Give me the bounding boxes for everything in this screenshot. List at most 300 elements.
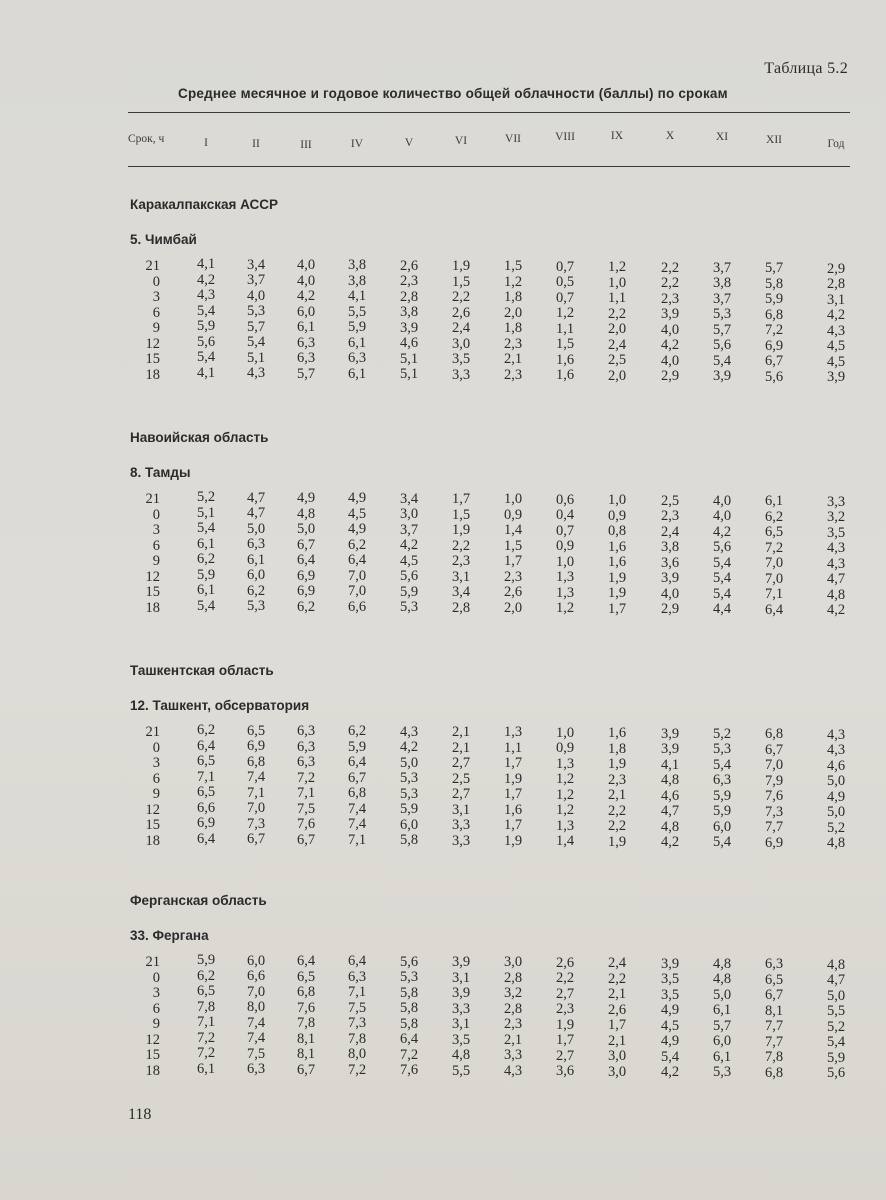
value-cell: 6,9 bbox=[764, 834, 784, 851]
header-cell-VI: VI bbox=[454, 135, 468, 147]
value-cell: 1,2 bbox=[555, 305, 575, 322]
value-cell: 2,2 bbox=[607, 970, 627, 987]
value-cell: 6,5 bbox=[196, 753, 216, 770]
value-cell: 2,9 bbox=[660, 601, 680, 617]
value-cell: 2,3 bbox=[503, 1016, 523, 1033]
value-cell: 0,5 bbox=[555, 274, 575, 291]
value-cell: 2,5 bbox=[451, 770, 471, 787]
table-row bbox=[0, 504, 886, 526]
value-cell: 6,1 bbox=[196, 535, 216, 552]
value-cell: 1,6 bbox=[607, 725, 627, 742]
value-cell: 5,9 bbox=[764, 291, 784, 308]
value-cell: 5,6 bbox=[712, 539, 732, 556]
value-cell: 3,0 bbox=[607, 1048, 627, 1065]
value-cell: 6,7 bbox=[296, 1061, 316, 1078]
value-cell: 4,1 bbox=[660, 756, 680, 773]
value-cell: 1,7 bbox=[503, 786, 523, 803]
value-cell: 5,2 bbox=[826, 1018, 846, 1035]
value-cell: 7,1 bbox=[347, 831, 367, 848]
value-cell: 7,0 bbox=[764, 757, 784, 774]
value-cell: 1,2 bbox=[555, 786, 575, 803]
value-cell: 7,8 bbox=[347, 1030, 367, 1047]
value-cell: 2,8 bbox=[451, 599, 471, 616]
value-cell: 5,4 bbox=[196, 302, 216, 319]
station-heading: 8. Тамды bbox=[130, 465, 191, 480]
value-cell: 3,0 bbox=[607, 1063, 627, 1080]
value-cell: 5,0 bbox=[712, 986, 732, 1003]
value-cell: 2,1 bbox=[503, 351, 523, 368]
value-cell: 5,4 bbox=[712, 756, 732, 773]
value-cell: 5,6 bbox=[399, 568, 419, 585]
value-cell: 4,7 bbox=[246, 489, 266, 506]
header-cell-II: II bbox=[252, 138, 260, 150]
region-heading: Ферганская область bbox=[130, 893, 267, 908]
value-cell: 0,8 bbox=[607, 523, 627, 540]
value-cell: 6,1 bbox=[347, 365, 367, 382]
value-cell: 2,2 bbox=[660, 259, 680, 276]
value-cell: 1,7 bbox=[503, 817, 523, 834]
table-row bbox=[0, 753, 886, 774]
value-cell: 6,2 bbox=[764, 508, 784, 525]
value-cell: 1,1 bbox=[503, 739, 523, 756]
value-cell: 1,9 bbox=[503, 770, 523, 787]
value-cell: 6,4 bbox=[347, 754, 367, 771]
value-cell: 3,7 bbox=[712, 290, 732, 307]
value-cell: 3,9 bbox=[660, 306, 680, 322]
table-row bbox=[0, 364, 886, 386]
hour-cell: 12 bbox=[145, 801, 160, 818]
value-cell: 6,2 bbox=[196, 551, 216, 568]
station-heading: 12. Ташкент, обсерватория bbox=[130, 698, 310, 713]
value-cell: 6,3 bbox=[296, 723, 316, 740]
value-cell: 4,1 bbox=[347, 288, 367, 305]
value-cell: 5,8 bbox=[399, 1000, 419, 1017]
value-cell: 3,9 bbox=[660, 725, 680, 742]
value-cell: 4,8 bbox=[712, 971, 732, 988]
value-cell: 7,8 bbox=[196, 998, 216, 1015]
value-cell: 6,9 bbox=[246, 738, 266, 755]
value-cell: 4,0 bbox=[712, 508, 732, 525]
value-cell: 3,7 bbox=[399, 521, 419, 538]
hour-cell: 21 bbox=[145, 258, 160, 274]
header-bottom-rule bbox=[128, 166, 850, 167]
value-cell: 2,1 bbox=[607, 986, 627, 1003]
value-cell: 4,9 bbox=[347, 490, 367, 507]
value-cell: 5,4 bbox=[712, 834, 732, 851]
value-cell: 1,2 bbox=[503, 273, 523, 290]
value-cell: 6,0 bbox=[296, 303, 316, 320]
value-cell: 6,9 bbox=[296, 583, 316, 600]
value-cell: 5,3 bbox=[246, 303, 266, 320]
value-cell: 6,7 bbox=[764, 353, 784, 370]
value-cell: 1,2 bbox=[555, 771, 575, 788]
value-cell: 6,0 bbox=[246, 952, 266, 969]
table-row bbox=[0, 349, 886, 370]
value-cell: 4,9 bbox=[296, 490, 316, 507]
value-cell: 5,4 bbox=[196, 597, 216, 614]
hour-cell: 18 bbox=[145, 1062, 160, 1079]
value-cell: 0,9 bbox=[503, 506, 523, 523]
value-cell: 2,7 bbox=[451, 755, 471, 772]
value-cell: 7,4 bbox=[246, 1014, 266, 1031]
value-cell: 4,2 bbox=[712, 523, 732, 540]
value-cell: 2,3 bbox=[451, 553, 471, 570]
table-row bbox=[0, 287, 886, 308]
value-cell: 4,7 bbox=[826, 972, 846, 989]
table-row bbox=[0, 520, 886, 541]
value-cell: 4,2 bbox=[826, 307, 846, 324]
table-row bbox=[0, 722, 886, 743]
value-cell: 5,6 bbox=[764, 368, 784, 385]
value-cell: 4,1 bbox=[196, 256, 216, 273]
header-cell-I: I bbox=[204, 137, 208, 149]
value-cell: 2,6 bbox=[399, 257, 419, 274]
value-cell: 7,6 bbox=[399, 1062, 419, 1079]
value-cell: 1,5 bbox=[503, 258, 523, 275]
value-cell: 1,5 bbox=[451, 273, 471, 290]
value-cell: 3,3 bbox=[451, 817, 471, 834]
value-cell: 7,7 bbox=[764, 819, 784, 836]
value-cell: 5,9 bbox=[399, 583, 419, 600]
hour-cell: 3 bbox=[152, 985, 160, 1001]
value-cell: 6,4 bbox=[347, 953, 367, 970]
value-cell: 4,0 bbox=[712, 492, 732, 509]
value-cell: 3,3 bbox=[503, 1047, 523, 1064]
value-cell: 6,1 bbox=[196, 1060, 216, 1077]
value-cell: 2,0 bbox=[607, 367, 627, 384]
value-cell: 4,8 bbox=[826, 586, 846, 603]
value-cell: 1,6 bbox=[503, 801, 523, 818]
value-cell: 1,5 bbox=[503, 537, 523, 554]
header-cell-XI: XI bbox=[715, 131, 729, 143]
value-cell: 4,0 bbox=[660, 321, 680, 338]
value-cell: 6,1 bbox=[196, 582, 216, 599]
value-cell: 4,9 bbox=[826, 788, 846, 805]
value-cell: 5,9 bbox=[826, 1049, 846, 1066]
value-cell: 5,6 bbox=[196, 333, 216, 350]
value-cell: 4,9 bbox=[660, 1033, 680, 1049]
value-cell: 7,8 bbox=[296, 1015, 316, 1032]
value-cell: 1,7 bbox=[451, 491, 471, 508]
value-cell: 1,8 bbox=[503, 320, 523, 337]
value-cell: 7,1 bbox=[296, 785, 316, 802]
value-cell: 5,6 bbox=[399, 953, 419, 970]
value-cell: 4,7 bbox=[826, 571, 846, 588]
value-cell: 7,3 bbox=[764, 803, 784, 820]
table-row bbox=[0, 1029, 886, 1051]
value-cell: 2,2 bbox=[451, 537, 471, 554]
value-cell: 3,6 bbox=[555, 1063, 575, 1080]
value-cell: 5,3 bbox=[399, 770, 419, 787]
value-cell: 3,1 bbox=[826, 291, 846, 308]
table-row bbox=[0, 952, 886, 973]
header-cell-IV: IV bbox=[350, 138, 364, 150]
value-cell: 0,7 bbox=[555, 522, 575, 539]
value-cell: 2,8 bbox=[826, 276, 846, 293]
value-cell: 4,8 bbox=[826, 956, 846, 973]
value-cell: 3,1 bbox=[451, 1016, 471, 1033]
value-cell: 2,3 bbox=[660, 290, 680, 307]
value-cell: 4,5 bbox=[660, 1017, 680, 1034]
header-cell-X: X bbox=[665, 130, 675, 142]
value-cell: 2,8 bbox=[503, 1000, 523, 1017]
hour-cell: 3 bbox=[152, 289, 160, 305]
hour-cell: 6 bbox=[152, 537, 160, 554]
hour-cell: 3 bbox=[152, 522, 160, 538]
hour-cell: 18 bbox=[145, 832, 160, 849]
value-cell: 7,1 bbox=[764, 586, 784, 603]
value-cell: 6,7 bbox=[246, 831, 266, 848]
value-cell: 8,1 bbox=[296, 1030, 316, 1047]
value-cell: 0,7 bbox=[555, 258, 575, 275]
value-cell: 2,7 bbox=[555, 1047, 575, 1064]
table-row bbox=[0, 737, 886, 759]
value-cell: 5,4 bbox=[246, 334, 266, 351]
value-cell: 6,4 bbox=[196, 830, 216, 847]
value-cell: 1,7 bbox=[503, 755, 523, 772]
value-cell: 4,5 bbox=[399, 552, 419, 569]
value-cell: 2,6 bbox=[607, 1001, 627, 1018]
value-cell: 4,2 bbox=[826, 602, 846, 619]
value-cell: 3,3 bbox=[451, 832, 471, 849]
value-cell: 2,3 bbox=[503, 335, 523, 352]
value-cell: 6,5 bbox=[196, 784, 216, 801]
value-cell: 7,2 bbox=[399, 1046, 419, 1063]
value-cell: 5,0 bbox=[826, 987, 846, 1004]
hour-cell: 18 bbox=[145, 366, 160, 383]
value-cell: 4,3 bbox=[196, 287, 216, 304]
value-cell: 3,3 bbox=[826, 493, 846, 510]
value-cell: 7,5 bbox=[296, 800, 316, 817]
value-cell: 5,3 bbox=[712, 741, 732, 758]
value-cell: 4,2 bbox=[660, 1064, 680, 1080]
value-cell: 5,9 bbox=[399, 801, 419, 818]
value-cell: 5,4 bbox=[196, 520, 216, 537]
value-cell: 4,2 bbox=[399, 537, 419, 554]
value-cell: 2,2 bbox=[555, 970, 575, 987]
value-cell: 5,2 bbox=[712, 725, 732, 742]
value-cell: 5,3 bbox=[399, 599, 419, 616]
value-cell: 1,3 bbox=[555, 755, 575, 772]
value-cell: 3,4 bbox=[399, 490, 419, 507]
value-cell: 5,6 bbox=[712, 337, 732, 354]
value-cell: 3,1 bbox=[451, 969, 471, 986]
value-cell: 7,2 bbox=[196, 1029, 216, 1046]
value-cell: 6,1 bbox=[347, 334, 367, 351]
value-cell: 6,3 bbox=[764, 956, 784, 973]
value-cell: 7,4 bbox=[246, 1030, 266, 1047]
value-cell: 5,4 bbox=[712, 352, 732, 369]
value-cell: 7,6 bbox=[764, 788, 784, 805]
value-cell: 6,3 bbox=[246, 1061, 266, 1078]
value-cell: 3,8 bbox=[712, 275, 732, 292]
value-cell: 2,7 bbox=[451, 786, 471, 803]
value-cell: 6,2 bbox=[347, 536, 367, 553]
value-cell: 4,8 bbox=[296, 505, 316, 522]
value-cell: 0,4 bbox=[555, 507, 575, 524]
hour-cell: 6 bbox=[152, 1000, 160, 1017]
value-cell: 6,9 bbox=[764, 337, 784, 354]
value-cell: 6,8 bbox=[246, 753, 266, 770]
value-cell: 7,1 bbox=[196, 768, 216, 785]
value-cell: 3,9 bbox=[660, 570, 680, 586]
value-cell: 4,3 bbox=[503, 1062, 523, 1079]
header-cell-IX: IX bbox=[610, 130, 624, 142]
value-cell: 2,1 bbox=[451, 739, 471, 756]
value-cell: 3,5 bbox=[451, 1031, 471, 1048]
value-cell: 3,9 bbox=[399, 319, 419, 336]
value-cell: 4,7 bbox=[660, 803, 680, 819]
value-cell: 2,4 bbox=[451, 320, 471, 337]
value-cell: 4,8 bbox=[660, 772, 680, 788]
value-cell: 3,4 bbox=[246, 256, 266, 273]
value-cell: 6,5 bbox=[764, 971, 784, 988]
value-cell: 7,1 bbox=[196, 1014, 216, 1031]
value-cell: 1,2 bbox=[607, 259, 627, 276]
value-cell: 1,7 bbox=[607, 1017, 627, 1034]
value-cell: 6,2 bbox=[296, 598, 316, 615]
value-cell: 6,9 bbox=[196, 815, 216, 832]
value-cell: 1,0 bbox=[555, 724, 575, 741]
value-cell: 5,5 bbox=[451, 1062, 471, 1079]
value-cell: 4,6 bbox=[399, 335, 419, 352]
table-title: Среднее месячное и годовое количество общей облачности (баллы) по срокам bbox=[178, 86, 728, 101]
value-cell: 7,5 bbox=[246, 1045, 266, 1062]
value-cell: 7,4 bbox=[246, 769, 266, 786]
value-cell: 1,9 bbox=[451, 258, 471, 275]
table-row bbox=[0, 799, 886, 821]
value-cell: 5,9 bbox=[196, 318, 216, 335]
value-cell: 2,3 bbox=[555, 1001, 575, 1018]
value-cell: 5,4 bbox=[660, 1048, 680, 1065]
value-cell: 5,4 bbox=[196, 349, 216, 366]
value-cell: 5,7 bbox=[296, 365, 316, 382]
value-cell: 7,0 bbox=[347, 567, 367, 584]
value-cell: 3,0 bbox=[399, 506, 419, 523]
value-cell: 5,8 bbox=[764, 275, 784, 292]
value-cell: 2,2 bbox=[607, 802, 627, 819]
value-cell: 7,7 bbox=[764, 1033, 784, 1050]
hour-cell: 21 bbox=[145, 724, 160, 740]
value-cell: 5,5 bbox=[826, 1003, 846, 1020]
region-heading: Каракалпакская АССР bbox=[130, 197, 279, 212]
value-cell: 6,4 bbox=[347, 552, 367, 569]
station-heading: 33. Фергана bbox=[130, 928, 209, 943]
table-number: Таблица 5.2 bbox=[764, 60, 848, 77]
value-cell: 1,7 bbox=[503, 553, 523, 570]
value-cell: 4,5 bbox=[826, 338, 846, 355]
value-cell: 5,8 bbox=[399, 984, 419, 1001]
value-cell: 4,3 bbox=[826, 726, 846, 743]
value-cell: 6,5 bbox=[764, 524, 784, 541]
value-cell: 1,6 bbox=[555, 351, 575, 368]
value-cell: 6,5 bbox=[296, 968, 316, 985]
value-cell: 6,1 bbox=[712, 1048, 732, 1065]
value-cell: 1,1 bbox=[607, 290, 627, 307]
value-cell: 5,0 bbox=[826, 804, 846, 821]
value-cell: 6,3 bbox=[347, 968, 367, 985]
value-cell: 2,5 bbox=[660, 492, 680, 509]
value-cell: 5,9 bbox=[712, 803, 732, 820]
value-cell: 1,6 bbox=[555, 367, 575, 384]
value-cell: 5,9 bbox=[347, 319, 367, 336]
hour-cell: 15 bbox=[145, 351, 160, 367]
value-cell: 6,0 bbox=[399, 816, 419, 833]
value-cell: 6,0 bbox=[246, 567, 266, 584]
value-cell: 3,6 bbox=[660, 554, 680, 571]
table-row bbox=[0, 983, 886, 1004]
value-cell: 2,0 bbox=[503, 599, 523, 616]
value-cell: 6,6 bbox=[196, 799, 216, 816]
value-cell: 1,3 bbox=[555, 584, 575, 601]
header-cell-Год: Год bbox=[827, 138, 845, 150]
table-row bbox=[0, 1060, 886, 1082]
value-cell: 5,7 bbox=[712, 1017, 732, 1034]
value-cell: 2,1 bbox=[607, 1032, 627, 1049]
value-cell: 3,8 bbox=[660, 539, 680, 555]
value-cell: 4,0 bbox=[660, 585, 680, 602]
value-cell: 2,1 bbox=[503, 1031, 523, 1048]
hour-cell: 6 bbox=[152, 304, 160, 321]
value-cell: 2,3 bbox=[399, 273, 419, 290]
value-cell: 7,2 bbox=[347, 1061, 367, 1078]
table-row bbox=[0, 998, 886, 1020]
value-cell: 4,2 bbox=[196, 271, 216, 288]
table-row bbox=[0, 256, 886, 277]
table-row bbox=[0, 318, 886, 339]
value-cell: 3,1 bbox=[451, 801, 471, 818]
value-cell: 2,6 bbox=[451, 304, 471, 321]
value-cell: 4,6 bbox=[660, 787, 680, 804]
table-row bbox=[0, 535, 886, 557]
value-cell: 5,4 bbox=[712, 554, 732, 571]
value-cell: 1,9 bbox=[607, 833, 627, 850]
value-cell: 4,9 bbox=[347, 521, 367, 538]
value-cell: 6,6 bbox=[347, 598, 367, 615]
value-cell: 0,9 bbox=[607, 507, 627, 524]
value-cell: 4,5 bbox=[826, 353, 846, 370]
header-cell-III: III bbox=[300, 139, 312, 151]
value-cell: 0,6 bbox=[555, 491, 575, 508]
table-row bbox=[0, 967, 886, 989]
value-cell: 6,3 bbox=[296, 738, 316, 755]
value-cell: 7,0 bbox=[246, 983, 266, 1000]
value-cell: 4,2 bbox=[660, 337, 680, 353]
value-cell: 6,2 bbox=[196, 967, 216, 984]
hour-cell: 9 bbox=[152, 320, 160, 336]
hour-cell: 9 bbox=[152, 786, 160, 802]
table-row bbox=[0, 551, 886, 572]
value-cell: 2,3 bbox=[503, 366, 523, 383]
value-cell: 7,6 bbox=[296, 999, 316, 1016]
value-cell: 1,5 bbox=[555, 336, 575, 353]
value-cell: 6,8 bbox=[296, 984, 316, 1001]
hour-cell: 6 bbox=[152, 770, 160, 787]
value-cell: 7,5 bbox=[347, 999, 367, 1016]
value-cell: 5,3 bbox=[399, 785, 419, 802]
value-cell: 3,7 bbox=[712, 259, 732, 276]
value-cell: 5,9 bbox=[347, 738, 367, 755]
value-cell: 4,9 bbox=[660, 1002, 680, 1018]
value-cell: 2,2 bbox=[607, 818, 627, 835]
value-cell: 5,1 bbox=[399, 350, 419, 367]
value-cell: 3,9 bbox=[712, 368, 732, 385]
value-cell: 2,4 bbox=[607, 955, 627, 972]
value-cell: 2,3 bbox=[660, 508, 680, 524]
value-cell: 5,3 bbox=[712, 306, 732, 323]
value-cell: 2,4 bbox=[660, 523, 680, 540]
value-cell: 7,1 bbox=[246, 784, 266, 801]
